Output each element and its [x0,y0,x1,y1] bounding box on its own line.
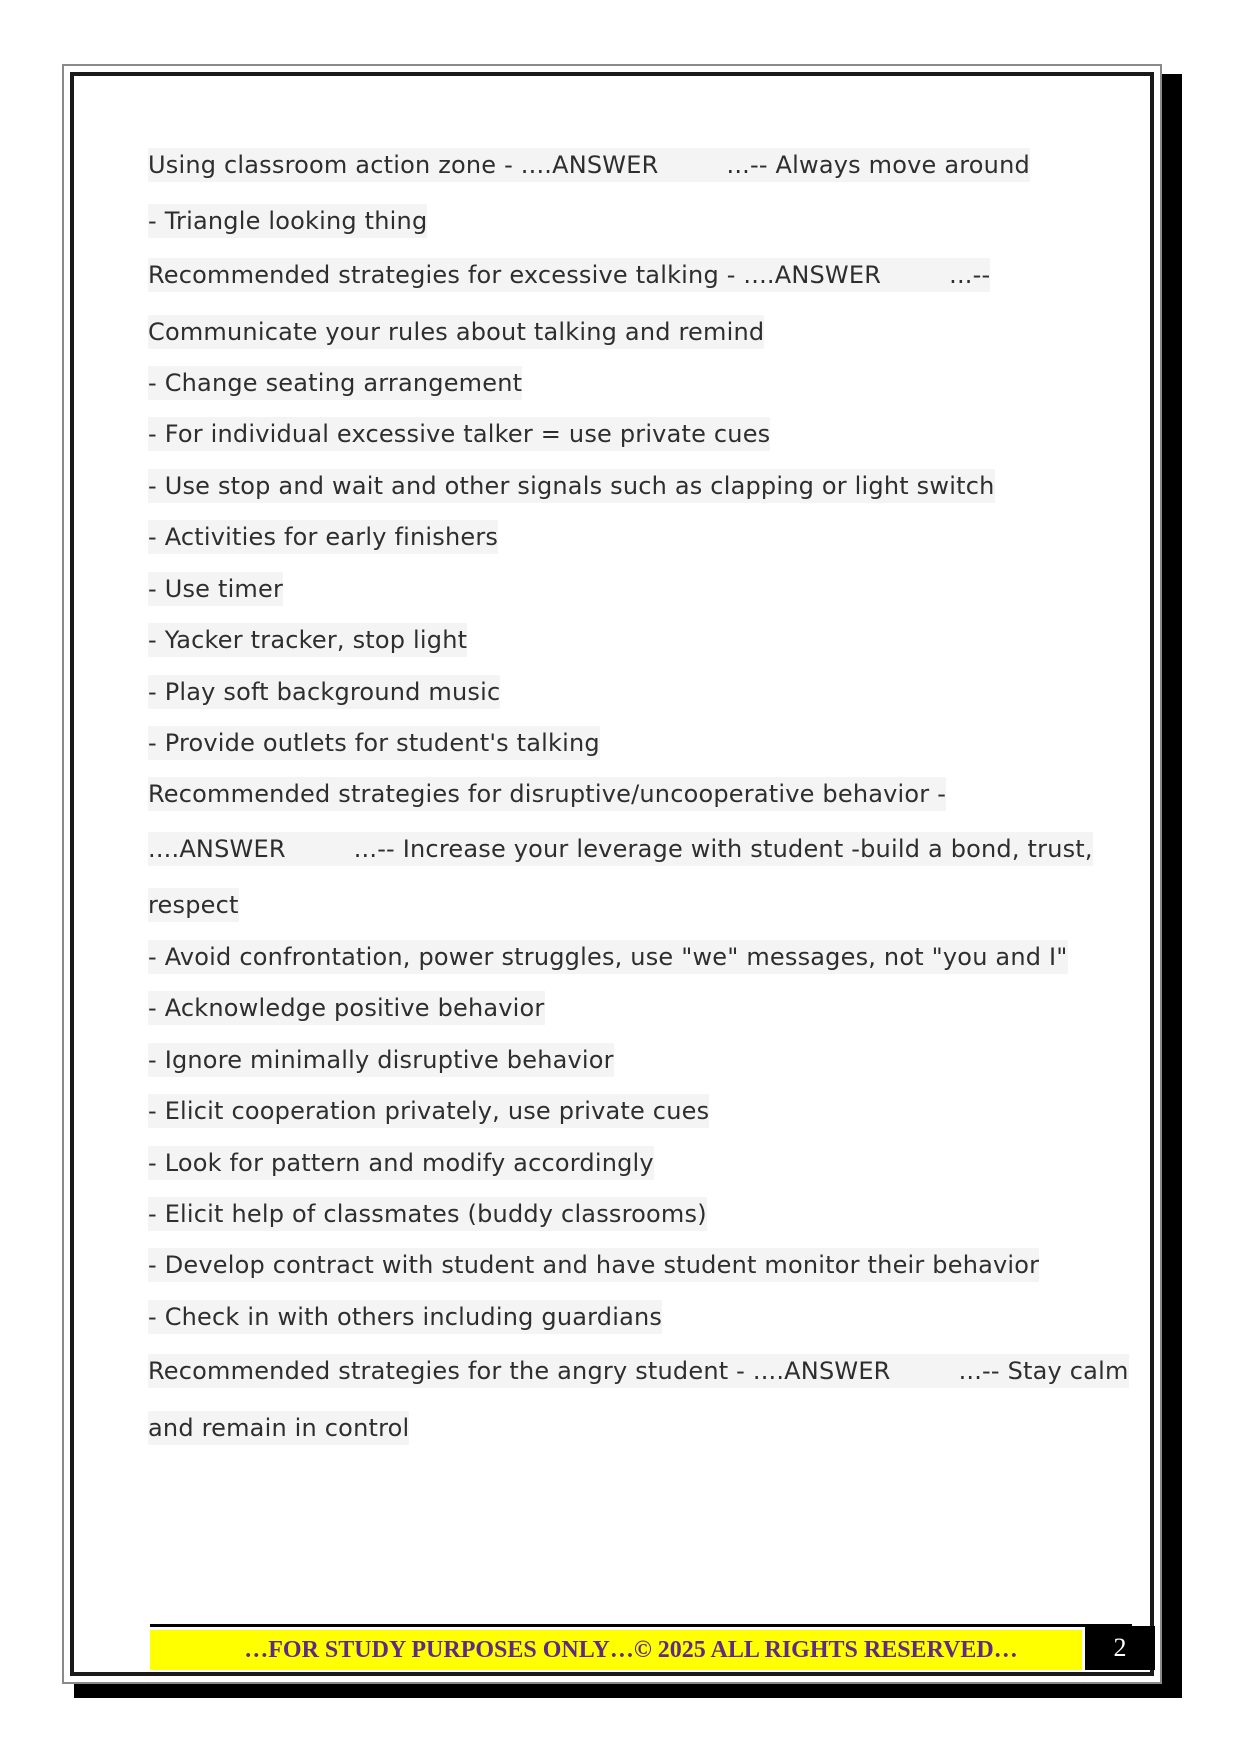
text-line: Using classroom action zone - ....ANSWER ...-- Always move around [148,148,1030,182]
text-line: Recommended strategies for disruptive/uncooperative behavior - [148,777,946,811]
text-line: - Yacker tracker, stop light [148,623,467,657]
text-line: - Ignore minimally disruptive behavior [148,1043,614,1077]
text-line: - Use stop and wait and other signals such as clapping or light switch [148,469,995,503]
text-line: - Play soft background music [148,675,500,709]
text-line: respect [148,888,239,922]
text-line: - Check in with others including guardians [148,1300,662,1334]
footer-divider [150,1624,1132,1627]
text-line: - Triangle looking thing [148,204,427,238]
text-line: ....ANSWER ...-- Increase your leverage with student -build a bond, trust, [148,832,1093,866]
text-line: - Elicit cooperation privately, use private cues [148,1094,709,1128]
text-line: Recommended strategies for the angry student - ....ANSWER ...-- Stay calm [148,1354,1129,1388]
footer-notice: …FOR STUDY PURPOSES ONLY…© 2025 ALL RIGHTS RESERVED… [150,1630,1082,1670]
text-line: - Avoid confrontation, power struggles, use "we" messages, not "you and I" [148,940,1068,974]
text-line: - Look for pattern and modify accordingly [148,1146,654,1180]
text-line: - Elicit help of classmates (buddy classrooms) [148,1197,707,1231]
text-line: - Activities for early finishers [148,520,498,554]
text-line: - Change seating arrangement [148,366,522,400]
text-line: Recommended strategies for excessive talking - ....ANSWER ...-- [148,258,990,292]
text-line: and remain in control [148,1411,409,1445]
text-line: - For individual excessive talker = use private cues [148,417,770,451]
text-line: - Develop contract with student and have student monitor their behavior [148,1248,1039,1282]
text-line: - Provide outlets for student's talking [148,726,600,760]
text-line: - Acknowledge positive behavior [148,991,545,1025]
page-number: 2 [1085,1626,1155,1670]
text-line: - Use timer [148,572,283,606]
text-line: Communicate your rules about talking and remind [148,315,764,349]
